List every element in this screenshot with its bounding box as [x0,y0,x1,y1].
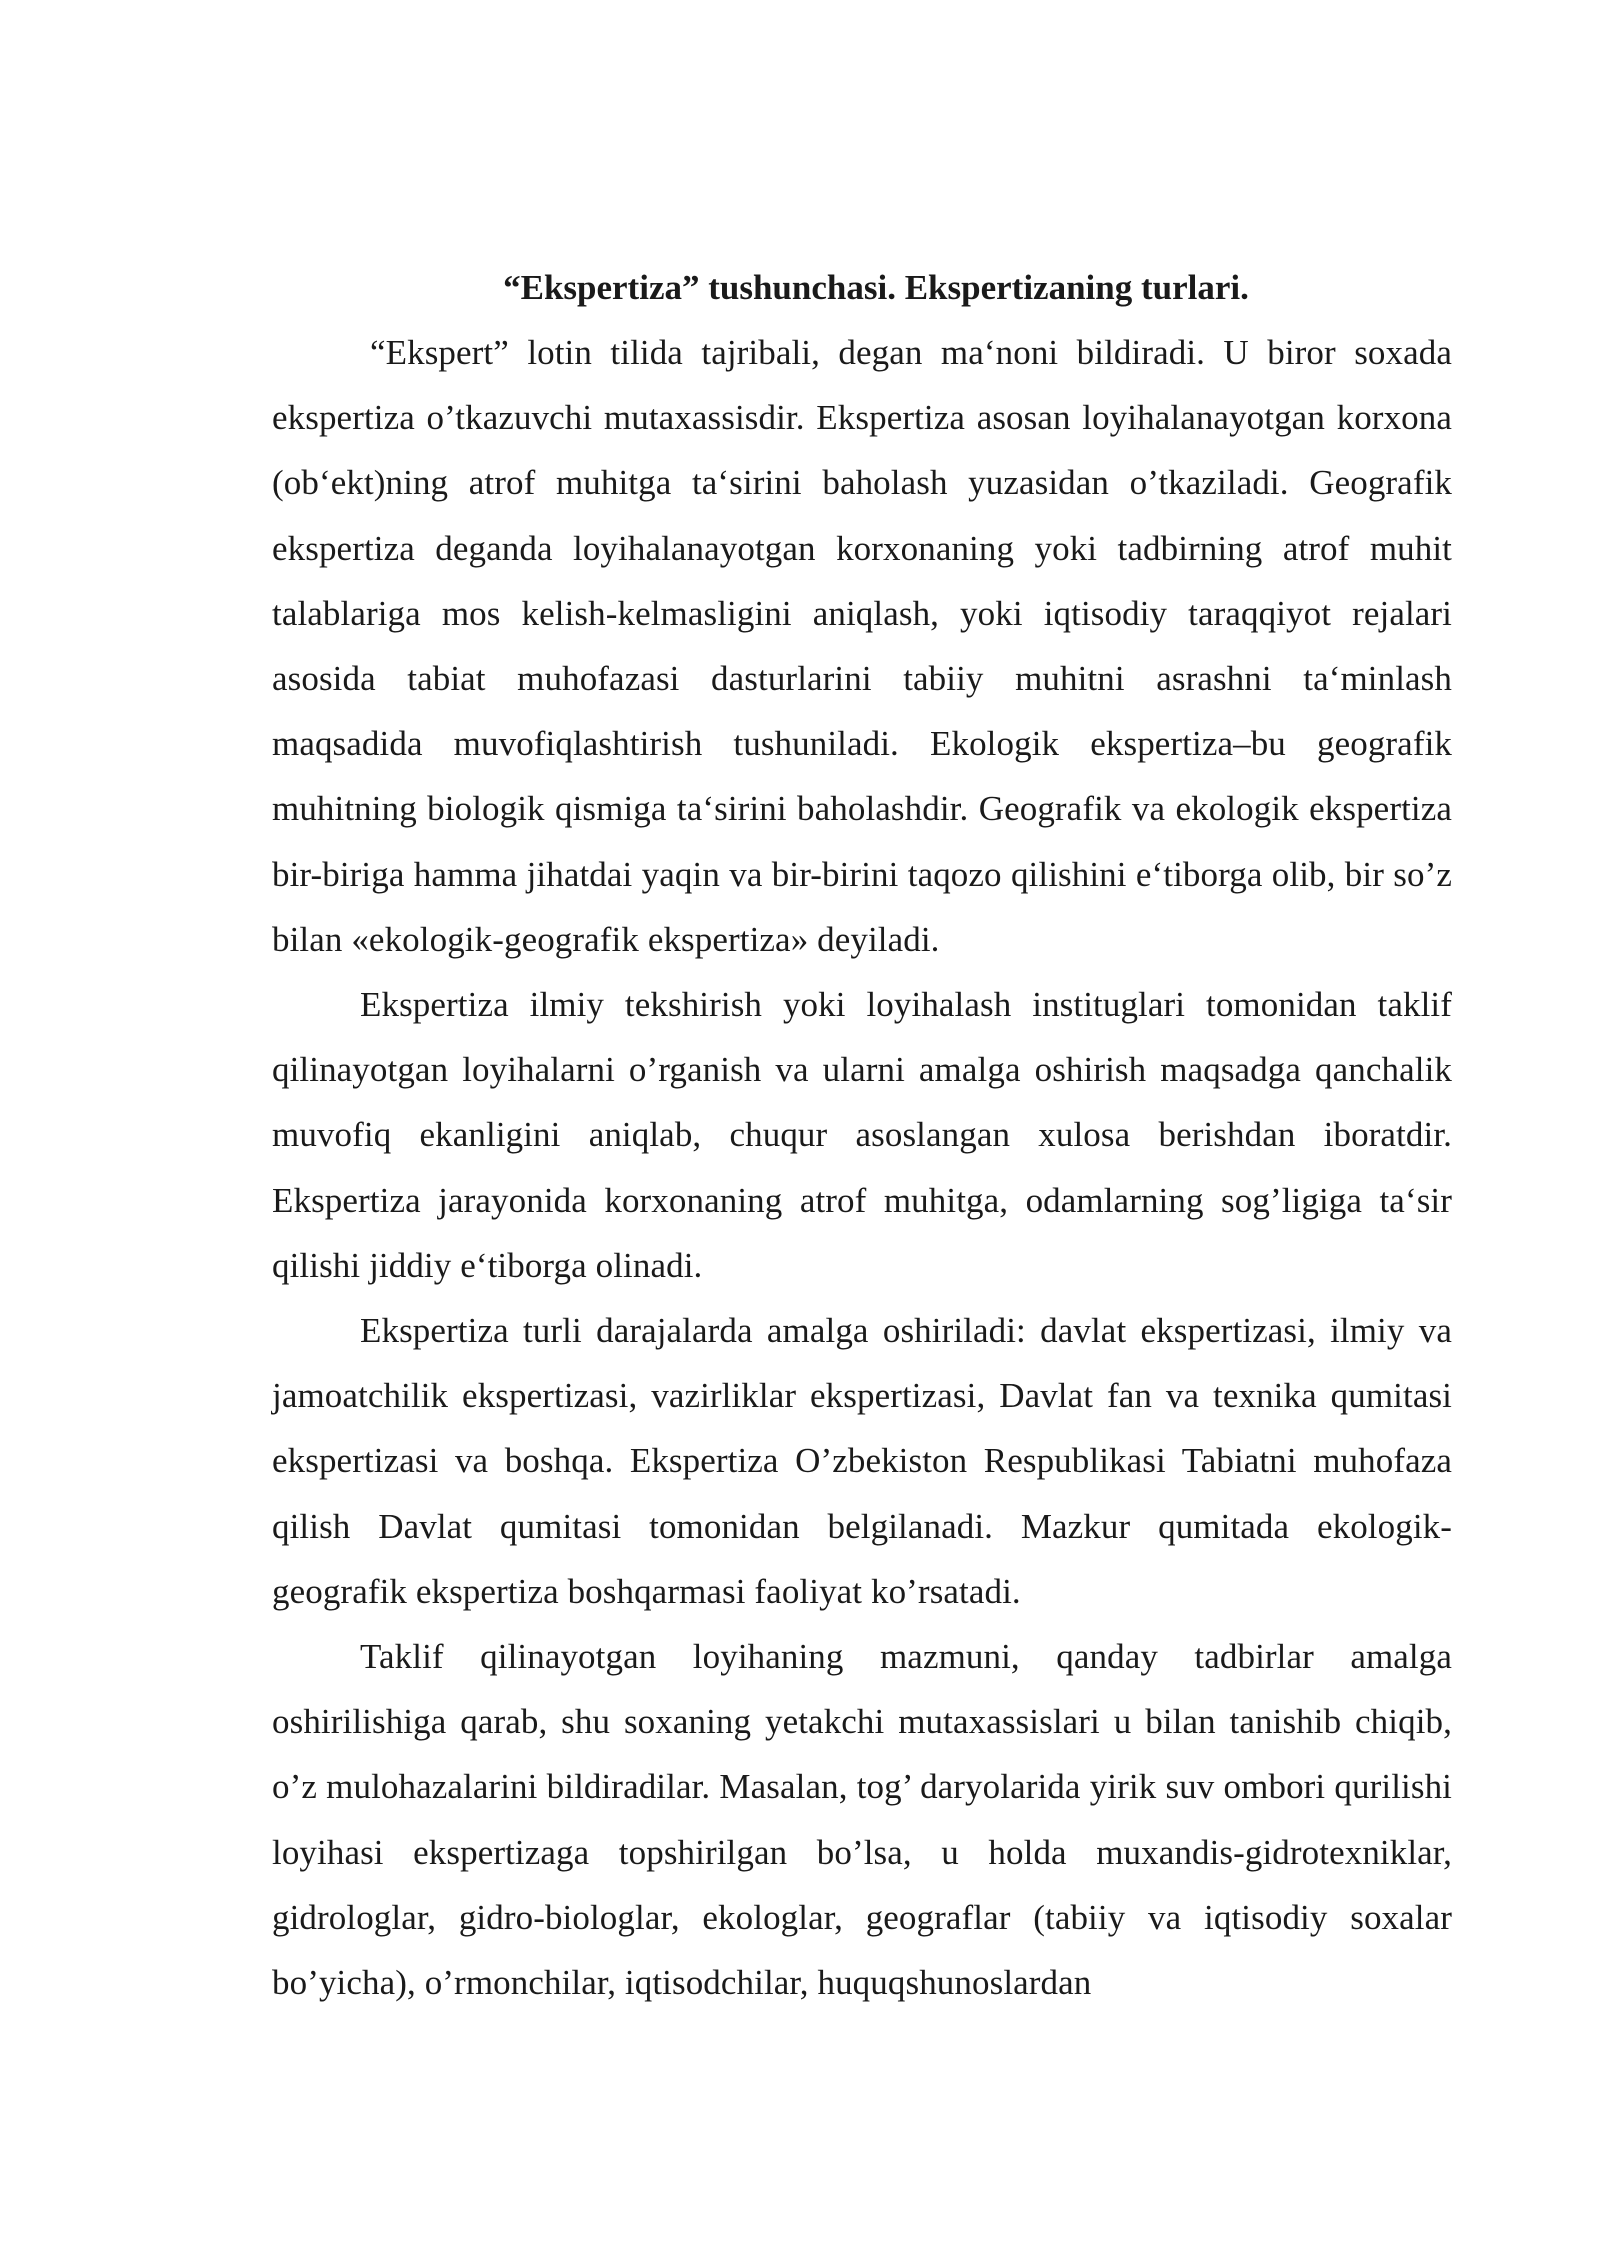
paragraph-4: Taklif qilinayotgan loyihaning mazmuni, qanday tadbirlar amalga oshirilishiga qarab, shu soxaning yetakchi mutaxassislari u bilan tanishib chiqib, o’z mulohazalarini bildiradilar. Masalan, tog’ daryolarida yirik suv ombori qurilishi loyihasi ekspertizaga topshirilgan bo’lsa, u holda muxandis-gidrotexniklar, gidrologlar, gidro-biologlar, ekologlar, geograflar (tabiiy va iqtisodiy soxalar bo’yicha), o’rmonchilar, iqtisodchilar, huquqshunoslardan [272,1637,1452,2003]
paragraph-3: Ekspertiza turli darajalarda amalga oshiriladi: davlat ekspertizasi, ilmiy va jamoatchilik ekspertizasi, vazirliklar ekspertizasi, Davlat fan va texnika qumitasi ekspertizasi va boshqa. Ekspertiza O’zbekiston Respublikasi Tabiatni muhofaza qilish Davlat qumitasi tomonidan belgilanadi. Mazkur qumitada ekologik-geografik ekspertiza boshqarmasi faoliyat ko’rsatadi. [272,1311,1452,1611]
paragraph-2: Ekspertiza ilmiy tekshirish yoki loyihalash instituglari tomonidan taklif qilinayotgan loyihalarni o’rganish va ularni amalga oshirish maqsadga qanchalik muvofiq ekanligini aniqlab, chuqur asoslangan xulosa berishdan iboratdir. Ekspertiza jarayonida korxonaning atrof muhitga, odamlarning sog’ligiga ta‘sir qilishi jiddiy e‘tiborga olinadi. [272,985,1452,1285]
document-page [272,255,1452,2015]
paragraph-1: “Ekspert” lotin tilida tajribali, degan ma‘noni bildiradi. U biror soxada ekspertiza o’tkazuvchi mutaxassisdir. Ekspertiza asosan loyihalanayotgan korxona (ob‘ekt)ning atrof muhitga ta‘sirini baholash yuzasidan o’tkaziladi. Geografik ekspertiza deganda loyihalanayotgan korxonaning yoki tadbirning atrof muhit talablariga mos kelish-kelmasligini aniqlash, yoki iqtisodiy taraqqiyot rejalari asosida tabiat muhofazasi dasturlarini tabiiy muhitni asrashni ta‘minlash maqsadida muvofiqlashtirish tushuniladi. Ekologik ekspertiza–bu geografik muhitning biologik qismiga ta‘sirini baholashdir. Geografik va ekologik ekspertiza bir-biriga hamma jihatdai yaqin va bir-birini taqozo qilishini e‘tiborga olib, bir so’z bilan «ekologik-geografik ekspertiza» deyiladi. [272,333,1452,959]
document-title: “Ekspertiza” tushunchasi. Ekspertizaning turlari. [503,268,1249,307]
